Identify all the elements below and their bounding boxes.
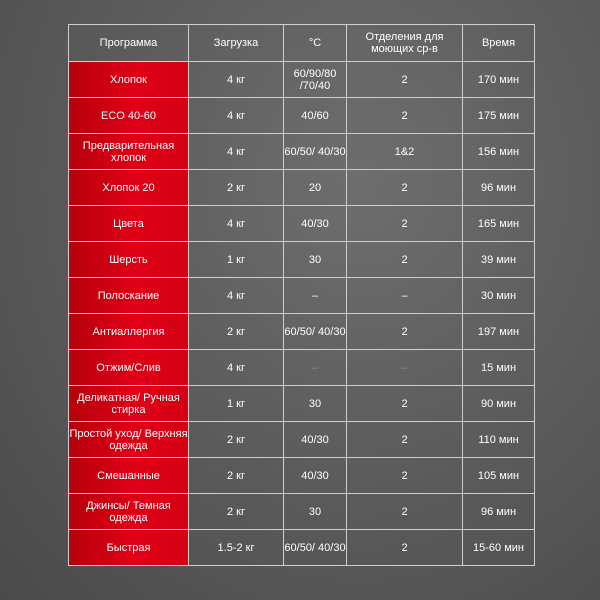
cell-load: 4 кг: [189, 350, 284, 386]
cell-temperature: 60/50/ 40/30: [284, 530, 347, 566]
cell-temperature: –: [284, 350, 347, 386]
table-row: [69, 530, 535, 566]
cell-program: Отжим/Слив: [69, 350, 189, 386]
cell-load: 1.5-2 кг: [189, 530, 284, 566]
cell-temperature: 40/30: [284, 422, 347, 458]
cell-time: 90 мин: [463, 386, 535, 422]
cell-program: Антиаллергия: [69, 314, 189, 350]
cell-program: Полоскание: [69, 278, 189, 314]
cell-program: Предварительная хлопок: [69, 134, 189, 170]
table-row: [69, 422, 535, 458]
cell-time: 156 мин: [463, 134, 535, 170]
cell-time: 96 мин: [463, 170, 535, 206]
cell-time: 15 мин: [463, 350, 535, 386]
cell-temperature: 40/30: [284, 206, 347, 242]
cell-temperature: 30: [284, 494, 347, 530]
cell-load: 2 кг: [189, 422, 284, 458]
table-row: [69, 278, 535, 314]
cell-program: Быстрая: [69, 530, 189, 566]
cell-temperature: 20: [284, 170, 347, 206]
cell-compartments: 2: [347, 314, 463, 350]
cell-compartments: 1&2: [347, 134, 463, 170]
cell-program: Хлопок 20: [69, 170, 189, 206]
header-load: Загрузка: [189, 25, 284, 62]
cell-temperature: 30: [284, 386, 347, 422]
cell-compartments: 2: [347, 422, 463, 458]
cell-time: 96 мин: [463, 494, 535, 530]
table-row: [69, 206, 535, 242]
cell-temperature: 40/60: [284, 98, 347, 134]
cell-load: 4 кг: [189, 134, 284, 170]
cell-time: 105 мин: [463, 458, 535, 494]
table-row: [69, 134, 535, 170]
cell-compartments: 2: [347, 458, 463, 494]
cell-load: 4 кг: [189, 62, 284, 98]
cell-time: 197 мин: [463, 314, 535, 350]
table-row: [69, 314, 535, 350]
cell-compartments: 2: [347, 62, 463, 98]
cell-load: 2 кг: [189, 494, 284, 530]
cell-time: 175 мин: [463, 98, 535, 134]
cell-time: 165 мин: [463, 206, 535, 242]
cell-load: 2 кг: [189, 314, 284, 350]
header-temperature: °C: [284, 25, 347, 62]
table-row: [69, 350, 535, 386]
cell-compartments: –: [347, 350, 463, 386]
table-row: [69, 62, 535, 98]
cell-compartments: 2: [347, 386, 463, 422]
cell-load: 1 кг: [189, 386, 284, 422]
table-row: [69, 242, 535, 278]
header-compartments: Отделения для моющих ср-в: [347, 25, 463, 62]
table-header-row: [69, 25, 535, 62]
cell-temperature: 60/50/ 40/30: [284, 314, 347, 350]
cell-time: 15-60 мин: [463, 530, 535, 566]
programs-table: [68, 24, 535, 566]
cell-temperature: 60/50/ 40/30: [284, 134, 347, 170]
cell-program: Джинсы/ Темная одежда: [69, 494, 189, 530]
cell-load: 2 кг: [189, 170, 284, 206]
cell-program: Цвета: [69, 206, 189, 242]
cell-load: 4 кг: [189, 278, 284, 314]
cell-temperature: 60/90/80 /70/40: [284, 62, 347, 98]
cell-compartments: 2: [347, 206, 463, 242]
cell-temperature: 40/30: [284, 458, 347, 494]
cell-program: Простой уход/ Верхняя одежда: [69, 422, 189, 458]
cell-program: Шерсть: [69, 242, 189, 278]
cell-compartments: 2: [347, 530, 463, 566]
cell-time: 170 мин: [463, 62, 535, 98]
table-row: [69, 170, 535, 206]
cell-compartments: 2: [347, 170, 463, 206]
table-row: [69, 98, 535, 134]
cell-time: 30 мин: [463, 278, 535, 314]
table-row: [69, 386, 535, 422]
cell-load: 1 кг: [189, 242, 284, 278]
cell-temperature: –: [284, 278, 347, 314]
header-program: Программа: [69, 25, 189, 62]
table-row: [69, 494, 535, 530]
cell-compartments: –: [347, 278, 463, 314]
header-time: Время: [463, 25, 535, 62]
cell-compartments: 2: [347, 494, 463, 530]
cell-compartments: 2: [347, 242, 463, 278]
cell-time: 110 мин: [463, 422, 535, 458]
cell-load: 4 кг: [189, 206, 284, 242]
cell-compartments: 2: [347, 98, 463, 134]
cell-program: Смешанные: [69, 458, 189, 494]
cell-load: 2 кг: [189, 458, 284, 494]
cell-temperature: 30: [284, 242, 347, 278]
cell-program: Хлопок: [69, 62, 189, 98]
table-row: [69, 458, 535, 494]
table-body: [69, 62, 535, 566]
cell-load: 4 кг: [189, 98, 284, 134]
cell-time: 39 мин: [463, 242, 535, 278]
cell-program: ECO 40-60: [69, 98, 189, 134]
cell-program: Деликатная/ Ручная стирка: [69, 386, 189, 422]
